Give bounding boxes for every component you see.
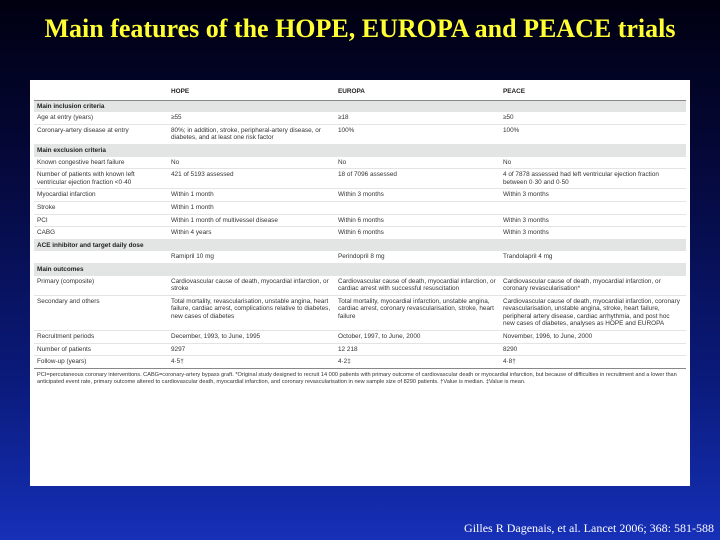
- table-cell: Total mortality, myocardial infarction, unstable angina, cardiac arrest, coronary revascularisation, stroke, heart failure: [335, 295, 500, 330]
- table-cell: CABG: [34, 227, 168, 240]
- table-cell: [34, 251, 168, 263]
- section-header-row: [34, 144, 686, 156]
- table-row: [34, 356, 686, 369]
- section-label: Main inclusion criteria: [34, 100, 686, 112]
- table-cell: Cardiovascular cause of death, myocardial infarction, coronary revascularisation, unstable angina, stroke, heart failure, peripheral artery disease, cardiac arrhythmia, and post hoc new cases of diabetes, analyses as HOPE and EUROPA: [500, 295, 686, 330]
- column-header: EUROPA: [335, 82, 500, 100]
- table-cell: Within 3 months: [335, 189, 500, 202]
- table-cell: 4·2‡: [335, 356, 500, 369]
- table-cell: 18 of 7096 assessed: [335, 169, 500, 189]
- table-row: [34, 201, 686, 214]
- table-row: [34, 295, 686, 330]
- table-cell: ≥18: [335, 112, 500, 124]
- table-cell: 4·8†: [500, 356, 686, 369]
- table-row: [34, 227, 686, 240]
- table-cell: Coronary-artery disease at entry: [34, 124, 168, 144]
- table-cell: November, 1996, to June, 2000: [500, 331, 686, 344]
- table-row: [34, 169, 686, 189]
- table-cell: Recruitment periods: [34, 331, 168, 344]
- table-cell: Follow-up (years): [34, 356, 168, 369]
- table-cell: 421 of 5193 assessed: [168, 169, 335, 189]
- table-cell: Within 1 month of multivessel disease: [168, 214, 335, 227]
- table-cell: October, 1997, to June, 2000: [335, 331, 500, 344]
- table-cell: Within 6 months: [335, 227, 500, 240]
- section-label: Main exclusion criteria: [34, 144, 686, 156]
- table-cell: Cardiovascular cause of death, myocardial infarction, or stroke: [168, 276, 335, 296]
- trial-comparison-table-panel: [30, 80, 690, 486]
- table-cell: Secondary and others: [34, 295, 168, 330]
- table-cell: Number of patients: [34, 343, 168, 356]
- table-cell: Number of patients with known left ventricular ejection fraction <0·40: [34, 169, 168, 189]
- citation: Gilles R Dagenais, et al. Lancet 2006; 368: 581-588: [464, 521, 714, 535]
- table-cell: 4 of 7878 assessed had left ventricular ejection fraction between 0·30 and 0·50: [500, 169, 686, 189]
- table-cell: Ramipril 10 mg: [168, 251, 335, 263]
- table-header-row: [34, 82, 686, 100]
- table-cell: Within 6 months: [335, 214, 500, 227]
- section-header-row: [34, 100, 686, 112]
- table-cell: 12 218: [335, 343, 500, 356]
- table-cell: Within 3 months: [500, 214, 686, 227]
- column-header: [34, 82, 168, 100]
- table-cell: 80%; in addition, stroke, peripheral-artery disease, or diabetes, and at least one risk factor: [168, 124, 335, 144]
- table-row: [34, 124, 686, 144]
- table-footnote: PCI=percutaneous coronary interventions. CABG=coronary-artery bypass graft. *Original study designed to recruit 14 000 patients with primary outcome of cardiovascular death or myocardial infarction, but because of difficulties in recruitment and a lower than anticipated event rate, primary outcome altered to cardiovascular death, myocardial infarction, and coronary revascularisation in new sample size of 8290 patients. †Value is median. ‡Value is mean.: [37, 371, 677, 386]
- table-cell: ≥55: [168, 112, 335, 124]
- column-header: PEACE: [500, 82, 686, 100]
- table-cell: No: [500, 157, 686, 169]
- table-cell: 100%: [500, 124, 686, 144]
- table-cell: Within 1 month: [168, 201, 335, 214]
- table-row: [34, 157, 686, 169]
- table-cell: Known congestive heart failure: [34, 157, 168, 169]
- table-cell: Within 3 months: [500, 227, 686, 240]
- table-cell: Age at entry (years): [34, 112, 168, 124]
- table-cell: December, 1993, to June, 1995: [168, 331, 335, 344]
- table-cell: No: [335, 157, 500, 169]
- table-cell: Stroke: [34, 201, 168, 214]
- slide-title: Main features of the HOPE, EUROPA and PEACE trials: [44, 14, 676, 43]
- table-row: [34, 112, 686, 124]
- table-row: [34, 251, 686, 263]
- section-header-row: [34, 239, 686, 251]
- section-label: Main outcomes: [34, 263, 686, 275]
- table-cell: No: [168, 157, 335, 169]
- table-cell: 100%: [335, 124, 500, 144]
- table-cell: Primary (composite): [34, 276, 168, 296]
- table-cell: PCI: [34, 214, 168, 227]
- table-row: [34, 214, 686, 227]
- table-cell: Trandolapril 4 mg: [500, 251, 686, 263]
- table-cell: [335, 201, 500, 214]
- section-label: ACE inhibitor and target daily dose: [34, 239, 686, 251]
- table-cell: Within 4 years: [168, 227, 335, 240]
- table-cell: 8290: [500, 343, 686, 356]
- table-cell: Within 1 month: [168, 189, 335, 202]
- table-row: [34, 189, 686, 202]
- table-cell: ≥50: [500, 112, 686, 124]
- table-cell: 4·5†: [168, 356, 335, 369]
- table-row: [34, 276, 686, 296]
- table-cell: 9297: [168, 343, 335, 356]
- trial-comparison-table: [34, 82, 686, 369]
- table-cell: Myocardial infarction: [34, 189, 168, 202]
- table-cell: Within 3 months: [500, 189, 686, 202]
- table-cell: Cardiovascular cause of death, myocardial infarction, or cardiac arrest with successful resuscitation: [335, 276, 500, 296]
- table-cell: Total mortality, revascularisation, unstable angina, heart failure, cardiac arrest, complications relative to diabetes, new cases of diabetes: [168, 295, 335, 330]
- table-cell: Cardiovascular cause of death, myocardial infarction, or coronary revascularisation*: [500, 276, 686, 296]
- section-header-row: [34, 263, 686, 275]
- table-row: [34, 343, 686, 356]
- column-header: HOPE: [168, 82, 335, 100]
- table-cell: Perindopril 8 mg: [335, 251, 500, 263]
- table-row: [34, 331, 686, 344]
- table-cell: [500, 201, 686, 214]
